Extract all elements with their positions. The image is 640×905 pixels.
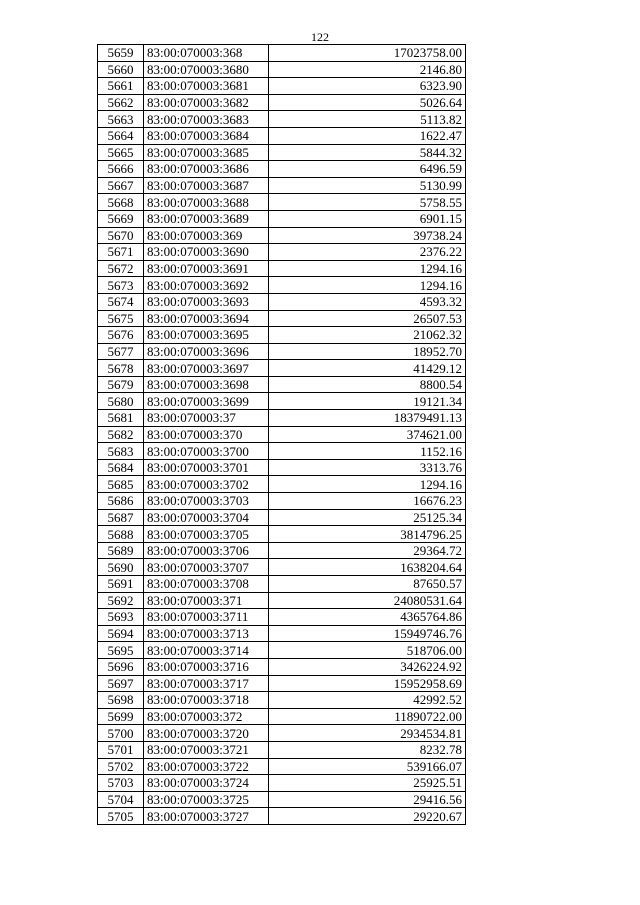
value-cell: 1294.16 bbox=[269, 277, 466, 294]
table-row bbox=[98, 526, 466, 543]
cadastral-number-cell: 83:00:070003:3716 bbox=[144, 658, 269, 675]
value-cell: 5130.99 bbox=[269, 177, 466, 194]
row-number-cell: 5665 bbox=[98, 144, 144, 161]
table-row bbox=[98, 708, 466, 725]
row-number-cell: 5694 bbox=[98, 625, 144, 642]
value-cell: 5844.32 bbox=[269, 144, 466, 161]
row-number-cell: 5663 bbox=[98, 111, 144, 128]
cadastral-number-cell: 83:00:070003:3689 bbox=[144, 210, 269, 227]
value-cell: 5758.55 bbox=[269, 194, 466, 211]
row-number-cell: 5685 bbox=[98, 476, 144, 493]
cadastral-number-cell: 83:00:070003:3698 bbox=[144, 376, 269, 393]
cadastral-number-cell: 83:00:070003:3686 bbox=[144, 161, 269, 178]
table-row bbox=[98, 343, 466, 360]
value-cell: 1152.16 bbox=[269, 443, 466, 460]
row-number-cell: 5702 bbox=[98, 758, 144, 775]
value-cell: 18952.70 bbox=[269, 343, 466, 360]
table-row bbox=[98, 576, 466, 593]
cadastral-number-cell: 83:00:070003:3691 bbox=[144, 260, 269, 277]
cadastral-number-cell: 83:00:070003:3711 bbox=[144, 609, 269, 626]
value-cell: 16676.23 bbox=[269, 493, 466, 510]
row-number-cell: 5673 bbox=[98, 277, 144, 294]
row-number-cell: 5703 bbox=[98, 775, 144, 792]
table-row bbox=[98, 78, 466, 95]
row-number-cell: 5676 bbox=[98, 327, 144, 344]
cadastral-number-cell: 83:00:070003:3707 bbox=[144, 559, 269, 576]
value-cell: 8800.54 bbox=[269, 376, 466, 393]
table-row bbox=[98, 642, 466, 659]
table-row bbox=[98, 791, 466, 808]
cadastral-number-cell: 83:00:070003:3727 bbox=[144, 808, 269, 825]
row-number-cell: 5662 bbox=[98, 94, 144, 111]
row-number-cell: 5692 bbox=[98, 592, 144, 609]
value-cell: 29364.72 bbox=[269, 542, 466, 559]
table-row bbox=[98, 260, 466, 277]
table-row bbox=[98, 111, 466, 128]
value-cell: 11890722.00 bbox=[269, 708, 466, 725]
row-number-cell: 5668 bbox=[98, 194, 144, 211]
value-cell: 6901.15 bbox=[269, 210, 466, 227]
table-row bbox=[98, 609, 466, 626]
row-number-cell: 5666 bbox=[98, 161, 144, 178]
table-row bbox=[98, 758, 466, 775]
row-number-cell: 5660 bbox=[98, 61, 144, 78]
cadastral-number-cell: 83:00:070003:3702 bbox=[144, 476, 269, 493]
value-cell: 29416.56 bbox=[269, 791, 466, 808]
table-row bbox=[98, 210, 466, 227]
value-cell: 29220.67 bbox=[269, 808, 466, 825]
value-cell: 39738.24 bbox=[269, 227, 466, 244]
value-cell: 25925.51 bbox=[269, 775, 466, 792]
value-cell: 4593.32 bbox=[269, 293, 466, 310]
page-number: 122 bbox=[311, 30, 329, 44]
value-cell: 2934534.81 bbox=[269, 725, 466, 742]
table-row bbox=[98, 45, 466, 62]
cadastral-number-cell: 83:00:070003:3722 bbox=[144, 758, 269, 775]
table-row bbox=[98, 144, 466, 161]
table-row bbox=[98, 725, 466, 742]
cadastral-number-cell: 83:00:070003:3704 bbox=[144, 509, 269, 526]
cadastral-number-cell: 83:00:070003:3720 bbox=[144, 725, 269, 742]
row-number-cell: 5690 bbox=[98, 559, 144, 576]
value-cell: 25125.34 bbox=[269, 509, 466, 526]
row-number-cell: 5696 bbox=[98, 658, 144, 675]
cadastral-number-cell: 83:00:070003:3721 bbox=[144, 741, 269, 758]
table-row bbox=[98, 227, 466, 244]
table-row bbox=[98, 127, 466, 144]
row-number-cell: 5659 bbox=[98, 45, 144, 62]
cadastral-number-cell: 83:00:070003:3683 bbox=[144, 111, 269, 128]
row-number-cell: 5667 bbox=[98, 177, 144, 194]
value-cell: 15949746.76 bbox=[269, 625, 466, 642]
table-row bbox=[98, 493, 466, 510]
table-row bbox=[98, 426, 466, 443]
value-cell: 1622.47 bbox=[269, 127, 466, 144]
table-row bbox=[98, 741, 466, 758]
value-cell: 3313.76 bbox=[269, 459, 466, 476]
cadastral-number-cell: 83:00:070003:3696 bbox=[144, 343, 269, 360]
cadastral-number-cell: 83:00:070003:3718 bbox=[144, 692, 269, 709]
row-number-cell: 5672 bbox=[98, 260, 144, 277]
row-number-cell: 5679 bbox=[98, 376, 144, 393]
value-cell: 1294.16 bbox=[269, 476, 466, 493]
cadastral-number-cell: 83:00:070003:3714 bbox=[144, 642, 269, 659]
value-cell: 5113.82 bbox=[269, 111, 466, 128]
table-row bbox=[98, 376, 466, 393]
row-number-cell: 5681 bbox=[98, 410, 144, 427]
cadastral-number-cell: 83:00:070003:3701 bbox=[144, 459, 269, 476]
row-number-cell: 5669 bbox=[98, 210, 144, 227]
value-cell: 3814796.25 bbox=[269, 526, 466, 543]
table-row bbox=[98, 476, 466, 493]
cadastral-number-cell: 83:00:070003:3684 bbox=[144, 127, 269, 144]
table-row bbox=[98, 775, 466, 792]
row-number-cell: 5704 bbox=[98, 791, 144, 808]
value-cell: 6496.59 bbox=[269, 161, 466, 178]
table-row bbox=[98, 277, 466, 294]
row-number-cell: 5683 bbox=[98, 443, 144, 460]
cadastral-number-cell: 83:00:070003:3681 bbox=[144, 78, 269, 95]
row-number-cell: 5695 bbox=[98, 642, 144, 659]
table-row bbox=[98, 675, 466, 692]
value-cell: 539166.07 bbox=[269, 758, 466, 775]
cadastral-number-cell: 83:00:070003:3697 bbox=[144, 360, 269, 377]
row-number-cell: 5686 bbox=[98, 493, 144, 510]
cadastral-number-cell: 83:00:070003:3703 bbox=[144, 493, 269, 510]
value-cell: 15952958.69 bbox=[269, 675, 466, 692]
row-number-cell: 5691 bbox=[98, 576, 144, 593]
cadastral-number-cell: 83:00:070003:3695 bbox=[144, 327, 269, 344]
table-row bbox=[98, 244, 466, 261]
cadastral-number-cell: 83:00:070003:3685 bbox=[144, 144, 269, 161]
cadastral-number-cell: 83:00:070003:3694 bbox=[144, 310, 269, 327]
value-cell: 6323.90 bbox=[269, 78, 466, 95]
table-row bbox=[98, 459, 466, 476]
row-number-cell: 5688 bbox=[98, 526, 144, 543]
cadastral-number-cell: 83:00:070003:369 bbox=[144, 227, 269, 244]
cadastral-number-cell: 83:00:070003:368 bbox=[144, 45, 269, 62]
row-number-cell: 5661 bbox=[98, 78, 144, 95]
table-row bbox=[98, 194, 466, 211]
value-cell: 19121.34 bbox=[269, 393, 466, 410]
cadastral-number-cell: 83:00:070003:3725 bbox=[144, 791, 269, 808]
value-cell: 41429.12 bbox=[269, 360, 466, 377]
table-row bbox=[98, 509, 466, 526]
value-cell: 4365764.86 bbox=[269, 609, 466, 626]
value-cell: 1294.16 bbox=[269, 260, 466, 277]
cadastral-number-cell: 83:00:070003:3706 bbox=[144, 542, 269, 559]
table-row bbox=[98, 177, 466, 194]
table-row bbox=[98, 327, 466, 344]
value-cell: 17023758.00 bbox=[269, 45, 466, 62]
cadastral-number-cell: 83:00:070003:370 bbox=[144, 426, 269, 443]
row-number-cell: 5675 bbox=[98, 310, 144, 327]
row-number-cell: 5689 bbox=[98, 542, 144, 559]
row-number-cell: 5705 bbox=[98, 808, 144, 825]
cadastral-number-cell: 83:00:070003:372 bbox=[144, 708, 269, 725]
cadastral-number-cell: 83:00:070003:3713 bbox=[144, 625, 269, 642]
row-number-cell: 5699 bbox=[98, 708, 144, 725]
value-cell: 8232.78 bbox=[269, 741, 466, 758]
table-row bbox=[98, 692, 466, 709]
cadastral-number-cell: 83:00:070003:3699 bbox=[144, 393, 269, 410]
cadastral-number-cell: 83:00:070003:3688 bbox=[144, 194, 269, 211]
table-row bbox=[98, 542, 466, 559]
table-row bbox=[98, 393, 466, 410]
cadastral-number-cell: 83:00:070003:3680 bbox=[144, 61, 269, 78]
table-row bbox=[98, 410, 466, 427]
table-row bbox=[98, 559, 466, 576]
row-number-cell: 5680 bbox=[98, 393, 144, 410]
table-body bbox=[98, 45, 466, 825]
cadastral-number-cell: 83:00:070003:3708 bbox=[144, 576, 269, 593]
row-number-cell: 5698 bbox=[98, 692, 144, 709]
value-cell: 3426224.92 bbox=[269, 658, 466, 675]
row-number-cell: 5697 bbox=[98, 675, 144, 692]
value-cell: 5026.64 bbox=[269, 94, 466, 111]
cadastral-number-cell: 83:00:070003:3690 bbox=[144, 244, 269, 261]
cadastral-number-cell: 83:00:070003:37 bbox=[144, 410, 269, 427]
cadastral-value-table bbox=[97, 44, 466, 825]
table-row bbox=[98, 293, 466, 310]
value-cell: 374621.00 bbox=[269, 426, 466, 443]
cadastral-number-cell: 83:00:070003:3687 bbox=[144, 177, 269, 194]
value-cell: 1638204.64 bbox=[269, 559, 466, 576]
value-cell: 18379491.13 bbox=[269, 410, 466, 427]
value-cell: 21062.32 bbox=[269, 327, 466, 344]
row-number-cell: 5682 bbox=[98, 426, 144, 443]
row-number-cell: 5674 bbox=[98, 293, 144, 310]
cadastral-number-cell: 83:00:070003:3693 bbox=[144, 293, 269, 310]
table-row bbox=[98, 161, 466, 178]
value-cell: 518706.00 bbox=[269, 642, 466, 659]
table-row bbox=[98, 808, 466, 825]
cadastral-number-cell: 83:00:070003:3682 bbox=[144, 94, 269, 111]
table-row bbox=[98, 625, 466, 642]
cadastral-number-cell: 83:00:070003:3717 bbox=[144, 675, 269, 692]
value-cell: 87650.57 bbox=[269, 576, 466, 593]
cadastral-number-cell: 83:00:070003:3692 bbox=[144, 277, 269, 294]
row-number-cell: 5700 bbox=[98, 725, 144, 742]
row-number-cell: 5687 bbox=[98, 509, 144, 526]
value-cell: 42992.52 bbox=[269, 692, 466, 709]
table-row bbox=[98, 443, 466, 460]
table-row bbox=[98, 94, 466, 111]
row-number-cell: 5670 bbox=[98, 227, 144, 244]
cadastral-number-cell: 83:00:070003:3724 bbox=[144, 775, 269, 792]
row-number-cell: 5701 bbox=[98, 741, 144, 758]
row-number-cell: 5678 bbox=[98, 360, 144, 377]
value-cell: 2376.22 bbox=[269, 244, 466, 261]
value-cell: 26507.53 bbox=[269, 310, 466, 327]
row-number-cell: 5693 bbox=[98, 609, 144, 626]
row-number-cell: 5677 bbox=[98, 343, 144, 360]
table-row bbox=[98, 310, 466, 327]
cadastral-number-cell: 83:00:070003:371 bbox=[144, 592, 269, 609]
value-cell: 2146.80 bbox=[269, 61, 466, 78]
row-number-cell: 5671 bbox=[98, 244, 144, 261]
cadastral-number-cell: 83:00:070003:3705 bbox=[144, 526, 269, 543]
row-number-cell: 5684 bbox=[98, 459, 144, 476]
table-row bbox=[98, 658, 466, 675]
value-cell: 24080531.64 bbox=[269, 592, 466, 609]
table-row bbox=[98, 61, 466, 78]
row-number-cell: 5664 bbox=[98, 127, 144, 144]
table-row bbox=[98, 360, 466, 377]
table-row bbox=[98, 592, 466, 609]
cadastral-number-cell: 83:00:070003:3700 bbox=[144, 443, 269, 460]
